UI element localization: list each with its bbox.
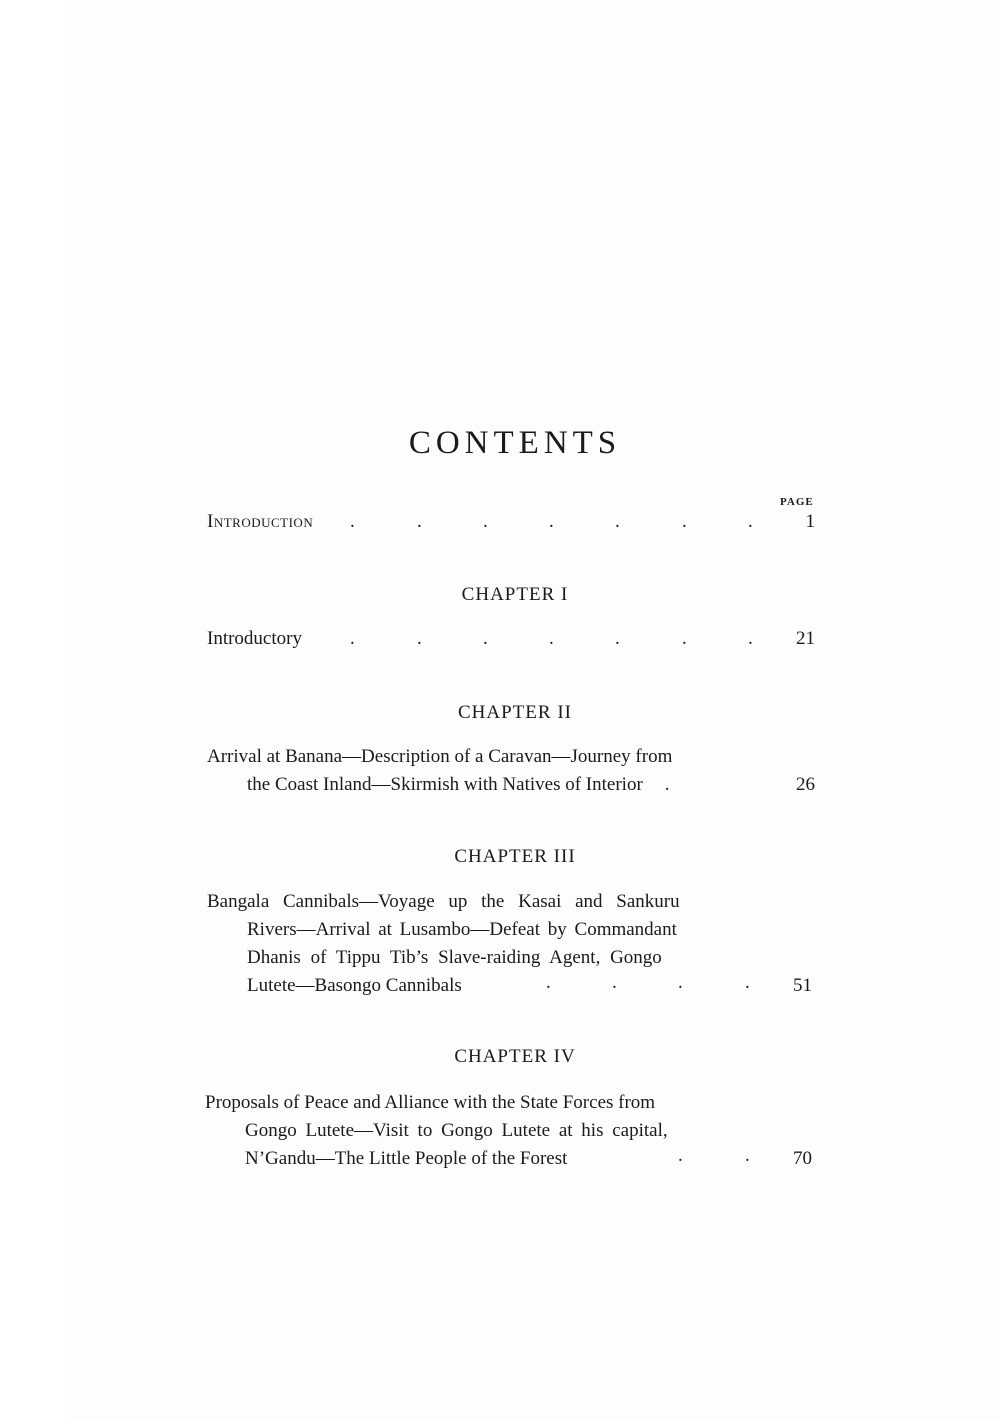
leader-dot: . [615, 628, 620, 649]
chapter-heading: CHAPTER III [454, 846, 576, 867]
leader-dot: . [549, 511, 554, 532]
toc-entry-chapter-2[interactable] [207, 743, 755, 799]
leader-dot: . [615, 511, 620, 532]
entry-title: Introduction [207, 511, 314, 532]
leader-dot: . [350, 511, 355, 532]
chapter-heading: CHAPTER I [461, 584, 569, 605]
entry-title: Introductory [207, 628, 302, 649]
leader-dot: . [546, 972, 551, 993]
toc-entry-introduction[interactable] [207, 508, 815, 536]
entry-line: the Coast Inland—Skirmish with Natives of Interior . [247, 774, 670, 795]
entry-line: Bangala Cannibals—Voyage up the Kasai and Sankuru [207, 891, 680, 912]
chapter-heading: CHAPTER II [458, 702, 572, 723]
entry-line: N’Gandu—The Little People of the Forest [245, 1148, 568, 1169]
toc-entry-chapter-4[interactable] [205, 1089, 755, 1173]
entry-line: Dhanis of Tippu Tib’s Slave-raiding Agent, Gongo [247, 947, 662, 968]
leader-dot: . [350, 628, 355, 649]
entry-line: Lutete—Basongo Cannibals [247, 975, 462, 996]
page-number: 26 [796, 774, 815, 795]
leader-dot: . [745, 1145, 750, 1166]
leader-dot: . [682, 511, 687, 532]
leader-dot: . [417, 628, 422, 649]
entry-line: Gongo Lutete—Visit to Gongo Lutete at his capital, [245, 1120, 668, 1141]
entry-line: Proposals of Peace and Alliance with the State Forces from [205, 1092, 656, 1113]
leader-dot: . [612, 972, 617, 993]
toc-entry-chapter-3[interactable] [207, 888, 755, 1000]
leader-dot: . [483, 511, 488, 532]
leader-dot: . [549, 628, 554, 649]
page-number: 51 [793, 975, 812, 996]
leader-dot: . [748, 628, 753, 649]
entry-line: Arrival at Banana—Description of a Caravan—Journey from [207, 746, 673, 767]
leader-dot: . [483, 628, 488, 649]
entry-line: Rivers—Arrival at Lusambo—Defeat by Commandant [247, 919, 677, 940]
leader-dot: . [745, 972, 750, 993]
leader-dot: . [678, 1145, 683, 1166]
page-column-label: PAGE [780, 496, 814, 508]
leader-dot: . [748, 511, 753, 532]
chapter-heading: CHAPTER IV [454, 1046, 576, 1067]
toc-entry-chapter-1[interactable] [207, 625, 815, 653]
page-number: 21 [796, 628, 815, 649]
page-number: 70 [793, 1148, 812, 1169]
contents-title: CONTENTS [408, 425, 622, 461]
leader-dot: . [417, 511, 422, 532]
leader-dot: . [682, 628, 687, 649]
page-number: 1 [805, 511, 815, 532]
leader-dot: . [678, 972, 683, 993]
